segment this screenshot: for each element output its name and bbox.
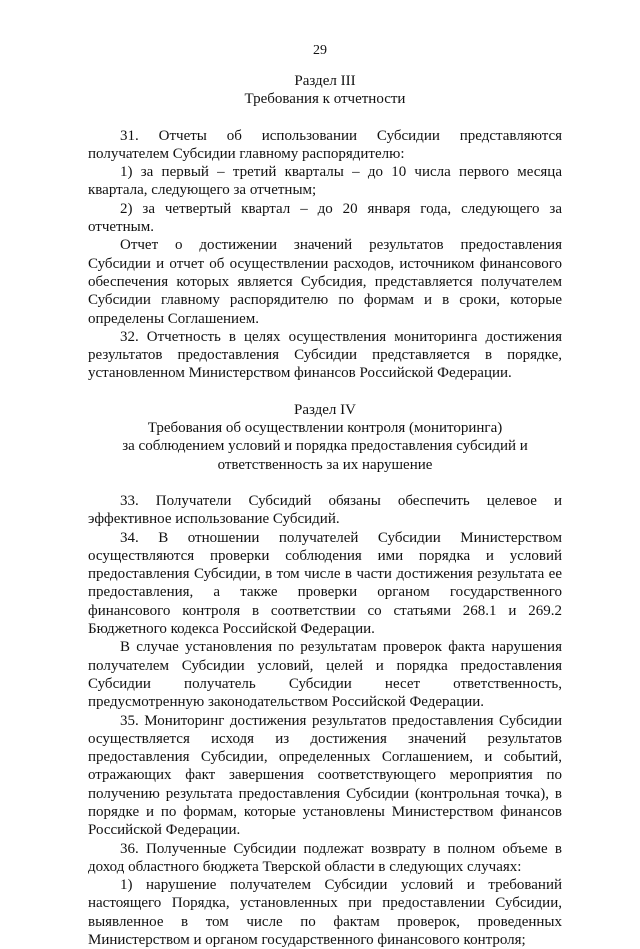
page-number: 29: [313, 43, 327, 58]
paragraph-33: 33. Получатели Субсидий обязаны обеспечить целевое и эффективное использование Субсидий.: [88, 492, 562, 528]
page-content: [88, 72, 562, 949]
paragraph-31: 31. Отчеты об использовании Субсидии представляются получателем Субсидии главному распорядителю:: [88, 127, 562, 162]
paragraph-31-item-2: 2) за четвертый квартал – до 20 января года, следующего за отчетным.: [88, 200, 562, 236]
paragraph-36-item-1: 1) нарушение получателем Субсидии условий и требований настоящего Порядка, установленных при предоставлении Субсидии, выявленное в том числе по фактам проверок, проведенных Министерством и органом государственного финансового контроля;: [88, 877, 562, 949]
section-3-subtitle: Требования к отчетности: [244, 91, 406, 108]
paragraph-31-report: Отчет о достижении значений результатов предоставления Субсидии и отчет об осуществлении расходов, источником финансового обеспечения которых является Субсидия, представляется получателем Субсидии главному распорядителю по формам и в сроки, которые определены Соглашением.: [88, 237, 562, 327]
paragraph-35: 35. Мониторинг достижения результатов предоставления Субсидии осуществляется исходя из достижения значений результатов предоставления Субсидии, определенных Соглашением, и событий, отражающих факт завершения соответствующего мероприятия по получению результата предоставления Субсидии (контрольная точка), в порядке и по формам, которые установлены Министерством финансов Российской Федерации.: [88, 712, 562, 839]
paragraph-34-liability: В случае установления по результатам проверок факта нарушения получателем Субсидии условий, целей и порядка предоставления Субсидии получатель Субсидии несет ответственность, предусмотренную законодательством Российской Федерации.: [88, 639, 562, 711]
section-4-subtitle-line-1: Требования об осуществлении контроля (мониторинга): [147, 420, 503, 437]
section-4-title: Раздел IV: [293, 401, 356, 418]
paragraph-34: 34. В отношении получателей Субсидии Министерством осуществляются проверки соблюдения ими порядка и условий предоставления Субсидии, в том числе в части достижения результата ее предоставления, а также проверки органом государственного финансового контроля в соответствии со статьями 268.1 и 269.2 Бюджетного кодекса Российской Федерации.: [88, 529, 562, 638]
section-4-subtitle-line-3: ответственность за их нарушение: [217, 456, 433, 473]
paragraph-32: 32. Отчетность в целях осуществления мониторинга достижения результатов предоставления Субсидии представляется в порядке, установленном Министерством финансов Российской Федерации.: [88, 328, 562, 382]
section-3-title: Раздел III: [294, 73, 356, 89]
section-4-subtitle-line-2: за соблюдением условий и порядка предоставления субсидий и: [122, 438, 528, 455]
paragraph-36: 36. Полученные Субсидии подлежат возврату в полном объеме в доход областного бюджета Тверской области в следующих случаях:: [88, 840, 562, 875]
paragraph-31-item-1: 1) за первый – третий кварталы – до 10 числа первого месяца квартала, следующего за отчетным;: [88, 164, 562, 199]
